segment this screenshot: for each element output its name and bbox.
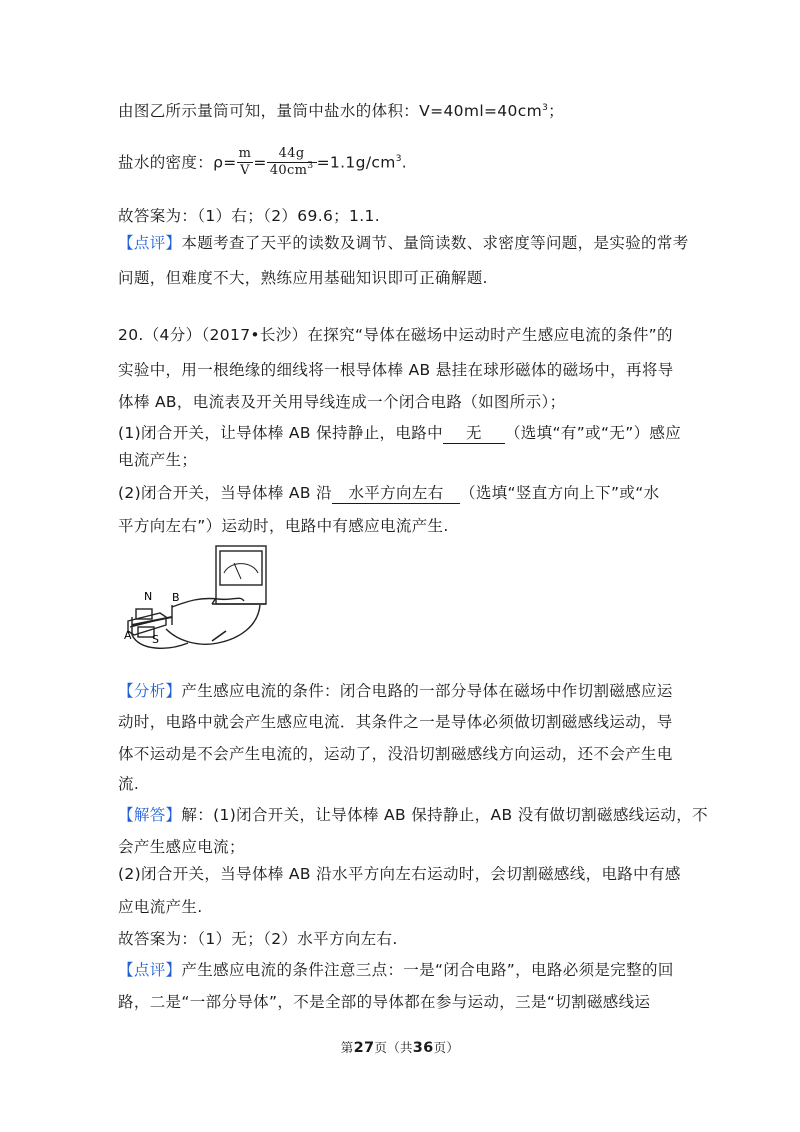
comment-19-line-1: 【点评】本题考查了天平的读数及调节、量筒读数、求密度等问题，是实验的常考 bbox=[118, 234, 689, 252]
fraction-mass-over-volume: $\frac{44g}{40cm^3}$ bbox=[267, 146, 317, 179]
analysis-tag: 【分析】 bbox=[118, 682, 182, 700]
volume-line: 由图乙所示量筒可知，量筒中盐水的体积：$V=40ml=40cm^3$； bbox=[118, 102, 564, 120]
q20-line-4: (1)闭合开关，让导体棒 AB 保持静止，电路中 无 （选填“有”或“无”）感应 bbox=[118, 424, 682, 442]
label-n: N bbox=[144, 590, 153, 603]
comment-line-1: 【点评】产生感应电流的条件注意三点：一是“闭合电路”，电路必须是完整的回 bbox=[118, 961, 674, 979]
comment-19-line-2: 问题，但难度不大，熟练应用基础知识即可正确解题. bbox=[118, 269, 488, 287]
analysis-line-2: 动时，电路中就会产生感应电流．其条件之一是导体必须做切割磁感线运动，导 bbox=[118, 713, 673, 731]
comment-tag-2: 【点评】 bbox=[118, 961, 182, 979]
solution-tag: 【解答】 bbox=[118, 806, 182, 824]
density-line: 盐水的密度：ρ= $\frac{m}{V}$ = $\frac{44g}{40cm^3}$ $=1.1g/cm^3$. bbox=[118, 146, 408, 178]
answer-blank-1: 无 bbox=[443, 423, 505, 444]
analysis-line-3: 体不运动是不会产生电流的，运动了，没沿切割磁感线方向运动，还不会产生电 bbox=[118, 745, 673, 763]
q20-line-6: (2)闭合开关，当导体棒 AB 沿 水平方向左右 （选填“竖直方向上下”或“水 bbox=[118, 484, 660, 502]
solution-line-2: 会产生感应电流； bbox=[118, 838, 245, 856]
switch-lever bbox=[212, 631, 226, 641]
label-b: B bbox=[172, 591, 180, 604]
wire-top bbox=[172, 598, 244, 607]
comment-line-2: 路，二是“一部分导体”，不是全部的导体都在参与运动，三是“切割磁感线运 bbox=[118, 993, 651, 1011]
page-footer: 第27页（共36页） bbox=[340, 1040, 460, 1056]
label-s: S bbox=[152, 633, 159, 646]
q20-line-2: 实验中，用一根绝缘的细线将一根导体棒 AB 悬挂在球形磁体的磁场中，再将导 bbox=[118, 361, 674, 379]
ammeter-case bbox=[216, 546, 266, 604]
label-a: A bbox=[124, 629, 132, 642]
solution-line-1: 【解答】解：(1)闭合开关，让导体棒 AB 保持静止，AB 没有做切割磁感线运动，不 bbox=[118, 806, 708, 824]
solution-answer: 故答案为：（1）无；（2）水平方向左右. bbox=[118, 930, 398, 948]
page-total: 36 bbox=[412, 1040, 434, 1056]
ammeter-needle bbox=[234, 563, 241, 579]
q20-line-3: 体棒 AB，电流表及开关用导线连成一个闭合电路（如图所示）； bbox=[118, 393, 566, 411]
solution-line-4: 应电流产生. bbox=[118, 898, 203, 916]
page-number: 27 bbox=[353, 1040, 375, 1056]
comment-tag: 【点评】 bbox=[118, 234, 182, 252]
q20-line-5: 电流产生； bbox=[118, 451, 198, 469]
answer-19: 故答案为：（1）右；（2）69.6；1.1. bbox=[118, 207, 381, 225]
answer-blank-2: 水平方向左右 bbox=[332, 483, 460, 504]
solution-line-3: (2)闭合开关，当导体棒 AB 沿水平方向左右运动时，会切割磁感线，电路中有感 bbox=[118, 865, 681, 883]
analysis-line-4: 流. bbox=[118, 775, 140, 793]
ammeter-dial bbox=[220, 551, 262, 585]
circuit-figure bbox=[118, 543, 268, 658]
q20-line-7: 平方向左右”）运动时，电路中有感应电流产生. bbox=[118, 517, 449, 535]
fraction-m-over-v: $\frac{m}{V}$ bbox=[238, 146, 252, 178]
q20-line-1: 20.（4分）（2017•长沙）在探究“导体在磁场中运动时产生感应电流的条件”的 bbox=[118, 326, 673, 344]
analysis-line-1: 【分析】产生感应电流的条件：闭合电路的一部分导体在磁场中作切割磁感应运 bbox=[118, 682, 673, 700]
circuit-diagram bbox=[118, 543, 268, 658]
wire-bottom bbox=[166, 605, 260, 644]
